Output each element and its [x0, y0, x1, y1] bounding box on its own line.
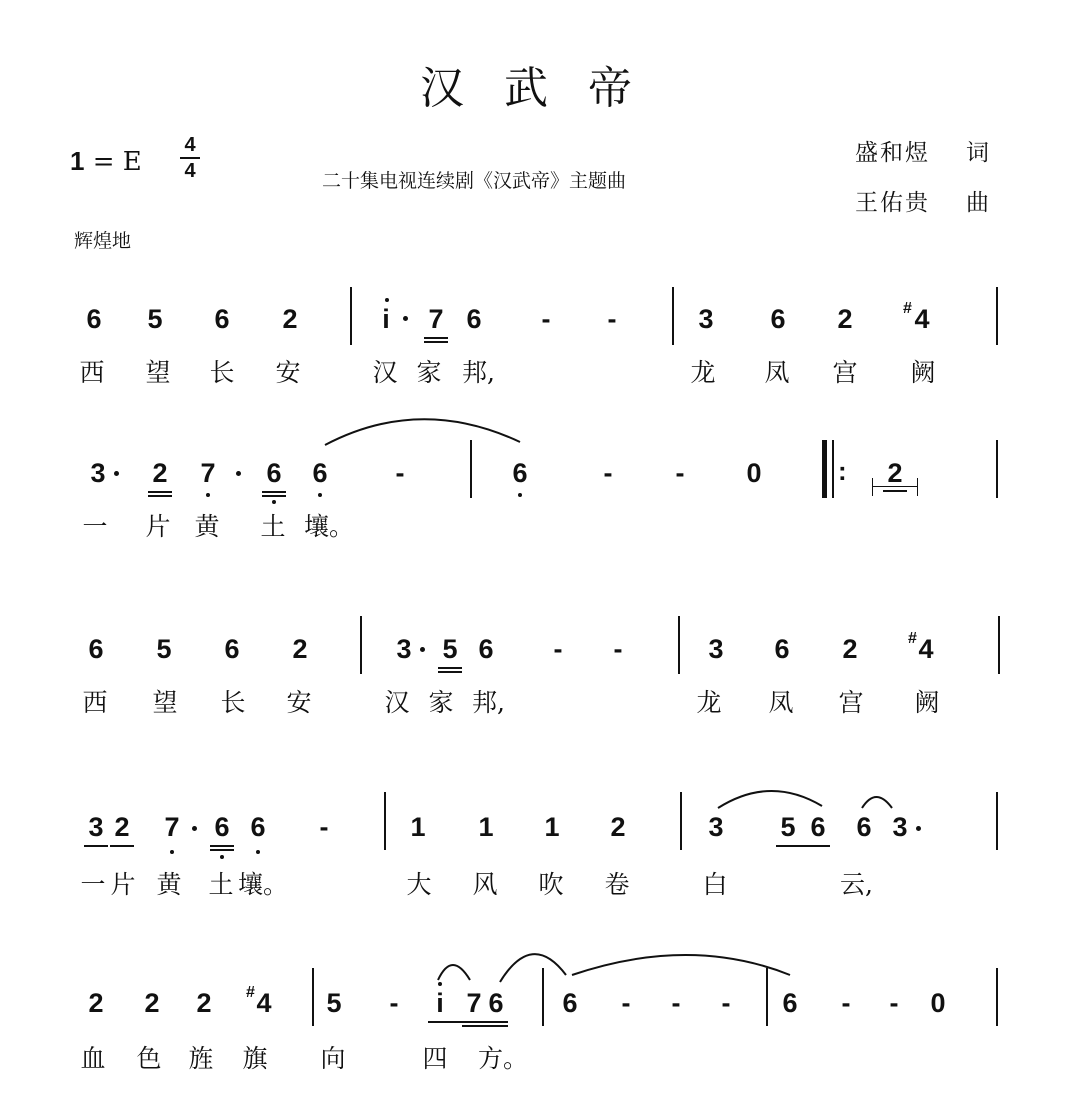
lyric: 色 [136, 1044, 162, 1073]
note: 7 [200, 458, 216, 488]
barline [998, 616, 1000, 674]
note: 6 [466, 304, 482, 334]
note: 2 [292, 634, 308, 664]
note: 3 [396, 634, 412, 664]
note: 6 [774, 634, 790, 664]
beam-line [438, 667, 462, 669]
octave-dot-low [272, 500, 276, 504]
dash: - [541, 304, 551, 334]
octave-dot-low [256, 850, 260, 854]
beam-line [262, 495, 286, 497]
lyric: 汉 [372, 358, 398, 387]
beam-line [262, 491, 286, 493]
note: i [436, 988, 444, 1018]
note: 6 [562, 988, 578, 1018]
octave-dot-low [318, 493, 322, 497]
note: 6 [856, 812, 872, 842]
barline [680, 792, 682, 850]
octave-dot-high [438, 982, 442, 986]
lyric: 安 [286, 688, 312, 717]
lyric: 云, [840, 870, 873, 899]
note: 6 [88, 634, 104, 664]
beam-line [210, 845, 234, 847]
note: 3 [892, 812, 908, 842]
barline [766, 968, 768, 1026]
barline [996, 968, 998, 1026]
barline [312, 968, 314, 1026]
note: 2 [887, 458, 903, 488]
lyric: 土 [208, 870, 234, 899]
rest: 0 [930, 988, 946, 1018]
note: 6 [312, 458, 328, 488]
note: 4 [918, 634, 934, 664]
dash: - [613, 634, 623, 664]
lyric: 家 [416, 358, 442, 387]
note: 3 [88, 812, 104, 842]
lyric: 邦, [462, 358, 495, 387]
beam-line [424, 337, 448, 339]
lyric: 邦, [472, 688, 505, 717]
note: 3 [698, 304, 714, 334]
lyric: 龙 [696, 688, 722, 717]
beam-line [84, 845, 108, 847]
octave-dot-low [220, 855, 224, 859]
note: 6 [214, 304, 230, 334]
lyric: 风 [472, 870, 498, 899]
repeat-barline-thin [832, 440, 834, 498]
dash: - [841, 988, 851, 1018]
note: 7 [466, 988, 482, 1018]
note: 3 [708, 634, 724, 664]
note: 3 [708, 812, 724, 842]
lyric: 凤 [764, 358, 790, 387]
note: 6 [488, 988, 504, 1018]
lyricist-name: 盛和煜 [855, 140, 930, 166]
note: 6 [770, 304, 786, 334]
subtitle: 二十集电视连续剧《汉武帝》主题曲 [322, 170, 627, 192]
dash: - [389, 988, 399, 1018]
dash: - [671, 988, 681, 1018]
lyric: 旌 [188, 1044, 214, 1073]
lyric: 壤。 [304, 512, 355, 541]
tie [862, 797, 892, 808]
lyric: 旗 [242, 1044, 268, 1073]
note: 1 [544, 812, 560, 842]
sharp-sign: # [246, 984, 255, 1001]
note: 7 [428, 304, 444, 334]
lyric: 长 [220, 688, 246, 717]
lyric: 壤。 [238, 870, 289, 899]
tie [438, 965, 470, 980]
lyric: 白 [702, 870, 728, 899]
lyric: 龙 [690, 358, 716, 387]
composer-role: 曲 [966, 190, 991, 216]
barline [470, 440, 472, 498]
lyric: 片 [145, 512, 171, 541]
song-title: 汉武帝 [420, 63, 672, 114]
note: 2 [144, 988, 160, 1018]
octave-dot-high [385, 298, 389, 302]
dash: - [553, 634, 563, 664]
augmentation-dot [236, 471, 241, 476]
beam-line [438, 671, 462, 673]
note: 5 [156, 634, 172, 664]
lyric: 西 [79, 358, 105, 387]
lyric: 向 [320, 1044, 346, 1073]
note: 2 [282, 304, 298, 334]
composer-name: 王佑贵 [855, 190, 930, 216]
dash: - [395, 458, 405, 488]
augmentation-dot [403, 316, 408, 321]
lyric: 方。 [478, 1044, 529, 1073]
lyric: 宫 [838, 688, 864, 717]
augmentation-dot [114, 471, 119, 476]
augmentation-dot [420, 647, 425, 652]
slur [718, 791, 822, 808]
note: 5 [147, 304, 163, 334]
lyric: 片 [110, 870, 136, 899]
note: 5 [442, 634, 458, 664]
repeat-barline-thick [822, 440, 827, 498]
note: 5 [326, 988, 342, 1018]
sharp-sign: # [908, 630, 917, 647]
barline [542, 968, 544, 1026]
key-signature: 1 = E [70, 146, 142, 177]
lyric: 阙 [910, 358, 936, 387]
rest: 0 [746, 458, 762, 488]
lyric: 长 [209, 358, 235, 387]
note: 2 [114, 812, 130, 842]
lyric: 安 [275, 358, 301, 387]
note: 1 [478, 812, 494, 842]
note: 2 [837, 304, 853, 334]
beam-line [110, 845, 134, 847]
repeat-colon: : [838, 456, 847, 486]
lyric: 四 [422, 1044, 448, 1073]
lyric: 望 [145, 358, 171, 387]
note: 6 [250, 812, 266, 842]
note: 7 [164, 812, 180, 842]
barline [672, 287, 674, 345]
pickup-bracket [917, 478, 918, 496]
lyricist-role: 词 [966, 140, 991, 166]
note: 2 [88, 988, 104, 1018]
lyric: 血 [80, 1044, 106, 1073]
note: 2 [152, 458, 168, 488]
note: i [382, 304, 390, 334]
dash: - [319, 812, 329, 842]
lyric: 阙 [914, 688, 940, 717]
lyric: 土 [260, 512, 286, 541]
augmentation-dot [916, 826, 921, 831]
beam-line [428, 1021, 508, 1023]
lyric: 一 [82, 512, 108, 541]
note: 6 [512, 458, 528, 488]
dash: - [603, 458, 613, 488]
note: 3 [90, 458, 106, 488]
octave-dot-low [170, 850, 174, 854]
note: 5 [780, 812, 796, 842]
beam-line [424, 341, 448, 343]
dash: - [889, 988, 899, 1018]
note: 4 [914, 304, 930, 334]
dash: - [675, 458, 685, 488]
note: 6 [478, 634, 494, 664]
dash: - [607, 304, 617, 334]
dash: - [621, 988, 631, 1018]
note: 2 [196, 988, 212, 1018]
barline [678, 616, 680, 674]
lyric: 宫 [832, 358, 858, 387]
slur [325, 419, 520, 445]
note: 2 [842, 634, 858, 664]
beam-line [148, 495, 172, 497]
barline [384, 792, 386, 850]
lyric: 西 [82, 688, 108, 717]
beam-line [148, 491, 172, 493]
beam-line [776, 845, 830, 847]
augmentation-dot [192, 826, 197, 831]
dash: - [721, 988, 731, 1018]
barline [996, 792, 998, 850]
octave-dot-low [206, 493, 210, 497]
note: 6 [214, 812, 230, 842]
lyric: 一 [80, 870, 106, 899]
lyric: 汉 [384, 688, 410, 717]
lyric: 吹 [538, 870, 564, 899]
beam-line [462, 1025, 508, 1027]
lyric: 卷 [604, 870, 630, 899]
lyric: 望 [152, 688, 178, 717]
beam-line [210, 849, 234, 851]
barline [360, 616, 362, 674]
sharp-sign: # [903, 300, 912, 317]
note: 2 [610, 812, 626, 842]
lyric: 大 [406, 870, 432, 899]
barline [350, 287, 352, 345]
note: 6 [86, 304, 102, 334]
note: 6 [810, 812, 826, 842]
barline [996, 287, 998, 345]
note: 6 [266, 458, 282, 488]
pickup-bracket [872, 478, 873, 496]
lyric: 家 [428, 688, 454, 717]
slur [500, 954, 566, 982]
lyric: 黄 [194, 512, 220, 541]
barline [996, 440, 998, 498]
note: 4 [256, 988, 272, 1018]
lyric: 黄 [156, 870, 182, 899]
note: 1 [410, 812, 426, 842]
time-signature: 4 4 [178, 134, 202, 182]
lyric: 凤 [768, 688, 794, 717]
beam-line [883, 490, 907, 492]
octave-dot-low [518, 493, 522, 497]
note: 6 [782, 988, 798, 1018]
slur [572, 955, 790, 975]
tempo-marking: 辉煌地 [74, 230, 132, 252]
note: 6 [224, 634, 240, 664]
